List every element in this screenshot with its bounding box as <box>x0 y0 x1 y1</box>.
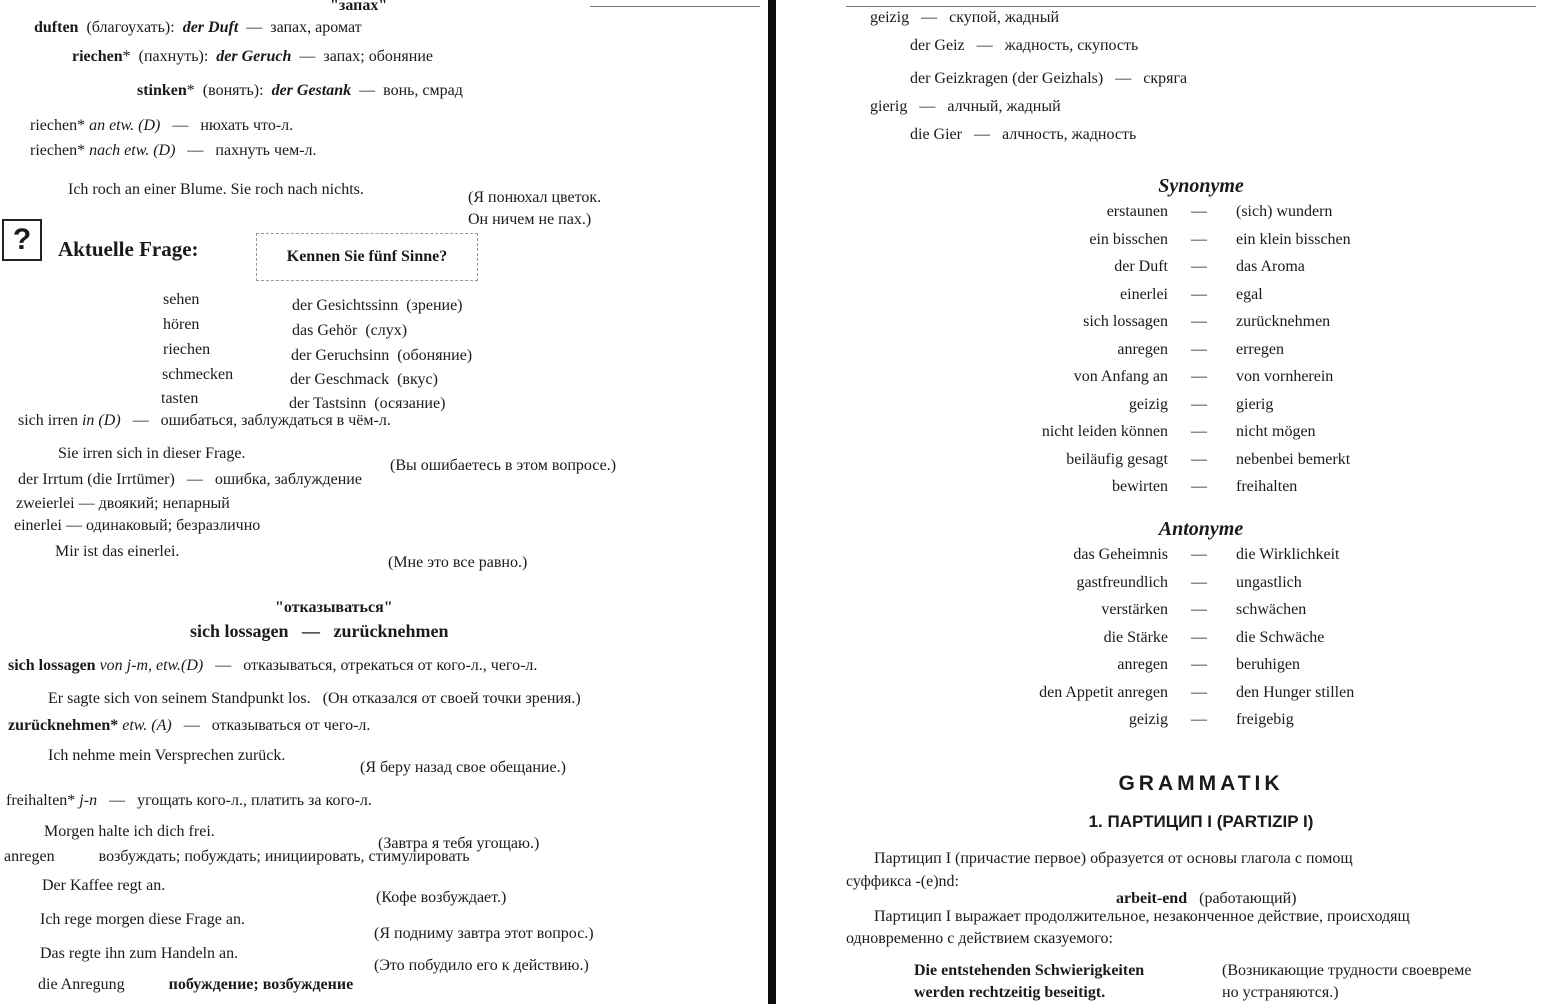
example-ru: (Это побудило его к действию.) <box>374 957 589 974</box>
entry-geizig: geizig — скупой, жадный <box>870 9 1060 26</box>
sense-noun: der Geschmack (вкус) <box>290 371 438 388</box>
sense-verb: tasten <box>161 390 199 407</box>
example-de: Mir ist das einerlei. <box>55 543 180 560</box>
entry-gierig: gierig — алчный, жадный <box>870 98 1061 115</box>
antonym-left: die Stärke <box>1103 628 1168 646</box>
example-ru: (Мне это все равно.) <box>388 554 528 571</box>
aktuelle-frage-label: Aktuelle Frage: <box>58 237 199 261</box>
antonym-dash: — <box>1191 573 1207 591</box>
example-ru: (Я подниму завтра этот вопрос.) <box>374 925 594 942</box>
entry-riechen: riechen* (пахнуть): der Geruch — запах; обоняние <box>72 48 433 65</box>
antonym-left: geizig <box>1128 711 1168 728</box>
framed-question: Kennen Sie fünf Sinne? <box>256 233 478 281</box>
entry-sich-lossagen: sich lossagen von j-m, etw.(D) — отказываться, отрекаться от кого-л., чего-л. <box>8 657 538 674</box>
antonym-left: anregen <box>1117 656 1168 673</box>
antonym-dash: — <box>1191 628 1207 646</box>
synonym-dash: — <box>1191 230 1207 248</box>
sense-verb: schmecken <box>162 366 234 383</box>
left-page <box>0 0 770 1004</box>
sense-verb: riechen <box>163 341 211 358</box>
synonym-left: beiläufig gesagt <box>1066 450 1168 468</box>
entry-riechen-nach: riechen* nach etw. (D) — пахнуть чем-л. <box>30 142 317 159</box>
synonym-left: sich lossagen <box>1083 313 1168 330</box>
sense-verb: hören <box>163 316 200 333</box>
synonym-right: egal <box>1236 285 1263 303</box>
synonym-left: einerlei <box>1120 285 1168 303</box>
antonyme-heading: Antonyme <box>1158 518 1244 540</box>
example-de: Das regte ihn zum Handeln an. <box>40 945 239 962</box>
antonym-dash: — <box>1191 683 1207 701</box>
synonym-dash: — <box>1191 340 1207 358</box>
synonym-right: das Aroma <box>1236 258 1305 275</box>
antonym-left: verstärken <box>1101 601 1168 618</box>
antonym-dash: — <box>1191 546 1207 563</box>
synonym-right: erregen <box>1236 340 1284 358</box>
antonym-dash: — <box>1191 711 1207 728</box>
entry-gier: die Gier — алчность, жадность <box>910 126 1137 143</box>
example-ru: (Кофе возбуждает.) <box>376 889 507 906</box>
formation-example: arbeit-end (работающий) <box>1116 890 1297 907</box>
entry-zweierlei: zweierlei — двоякий; непарный <box>16 495 230 512</box>
paragraph-line: суффикса -(e)nd: <box>846 873 959 890</box>
synonym-right: nicht mögen <box>1236 423 1316 440</box>
synonym-right: (sich) wundern <box>1236 203 1333 220</box>
synonym-left: ein bisschen <box>1089 230 1168 248</box>
section-heading-ru: "отказываться" <box>275 599 393 616</box>
antonym-left: das Geheimnis <box>1073 546 1168 563</box>
sense-verb: sehen <box>163 291 200 308</box>
synonym-dash: — <box>1191 285 1207 303</box>
synonym-dash: — <box>1191 478 1207 495</box>
example-de: Er sagte sich von seinem Standpunkt los. (Он отказался от своей точки зрения.) <box>48 690 581 707</box>
antonym-right: freigebig <box>1236 711 1294 728</box>
synonym-dash: — <box>1191 450 1207 468</box>
synonym-left: anregen <box>1117 340 1168 358</box>
synonym-dash: — <box>1191 395 1207 413</box>
entry-geizkragen: der Geizkragen (der Geizhals) — скряга <box>910 70 1188 87</box>
synonym-left: geizig <box>1128 395 1168 413</box>
grammar-example-ru: но устраняются.) <box>1222 984 1339 1001</box>
example-de: Ich roch an einer Blume. Sie roch nach nichts. <box>68 181 364 198</box>
synonym-dash: — <box>1191 313 1207 330</box>
example-de: Morgen halte ich dich frei. <box>44 823 215 840</box>
example-ru: (Я беру назад свое обещание.) <box>360 759 566 776</box>
top-word: "запах" <box>330 0 388 14</box>
paragraph-line: Партицип I выражает продолжительное, незаконченное действие, происходящ <box>874 908 1410 925</box>
synonym-right: ein klein bisschen <box>1236 230 1351 248</box>
synonym-dash: — <box>1191 203 1207 220</box>
synonym-right: gierig <box>1236 395 1274 413</box>
synonym-left: von Anfang an <box>1073 368 1168 385</box>
synonym-dash: — <box>1191 258 1207 275</box>
partizip-heading: 1. ПАРТИЦИП I (PARTIZIP I) <box>1088 812 1314 831</box>
antonym-right: ungastlich <box>1236 573 1302 591</box>
synonym-left: erstaunen <box>1106 203 1168 220</box>
grammar-example-de: werden rechtzeitig beseitigt. <box>914 984 1106 1001</box>
example-ru: (Я понюхал цветок. <box>468 189 602 206</box>
entry-geiz: der Geiz — жадность, скупость <box>910 37 1139 54</box>
synonym-right: freihalten <box>1236 478 1298 495</box>
synonym-left: nicht leiden können <box>1041 423 1168 440</box>
entry-anregen: anregen возбуждать; побуждать; инициировать, стимулировать <box>4 848 470 865</box>
example-de: Ich rege morgen diese Frage an. <box>40 911 245 928</box>
paragraph-line: одновременно с действием сказуемого: <box>846 930 1113 947</box>
example-de: Ich nehme mein Versprechen zurück. <box>48 747 286 764</box>
top-rule <box>590 6 760 7</box>
entry-duften: duften (благоухать): der Duft — запах, аромат <box>34 19 362 36</box>
synonym-right: von vornherein <box>1236 368 1334 385</box>
grammar-example-ru: (Возникающие трудности своевреме <box>1222 962 1472 979</box>
entry-sich-irren: sich irren in (D) — ошибаться, заблуждаться в чём-л. <box>18 412 391 429</box>
entry-freihalten: freihalten* j-n — угощать кого-л., платить за кого-л. <box>6 792 372 809</box>
entry-irrtum: der Irrtum (die Irrtümer) — ошибка, заблуждение <box>18 471 362 488</box>
antonym-right: den Hunger stillen <box>1236 683 1355 701</box>
antonym-dash: — <box>1191 656 1207 673</box>
question-mark-icon: ? <box>2 219 42 261</box>
entry-anregung: die Anregung побуждение; возбуждение <box>38 976 354 993</box>
entry-einerlei: einerlei — одинаковый; безразлично <box>14 517 261 534</box>
sense-noun: der Tastsinn (осязание) <box>289 395 446 412</box>
synonyme-heading: Synonyme <box>1158 175 1244 197</box>
entry-zurucknehmen: zurücknehmen* etw. (A) — отказываться от чего-л. <box>8 717 371 734</box>
right-page <box>776 0 1546 1004</box>
entry-stinken: stinken* (вонять): der Gestank — вонь, смрад <box>137 82 463 99</box>
sense-noun: das Gehör (слух) <box>292 322 408 339</box>
example-ru: (Завтра я тебя угощаю.) <box>378 835 540 852</box>
entry-riechen-an: riechen* an etw. (D) — нюхать что-л. <box>30 117 294 134</box>
antonym-dash: — <box>1191 601 1207 618</box>
example-de: Der Kaffee regt an. <box>42 877 166 894</box>
synonym-left: der Duft <box>1114 258 1168 275</box>
paragraph-line: Партицип I (причастие первое) образуется от основы глагола с помощ <box>874 850 1353 867</box>
synonym-dash: — <box>1191 368 1207 385</box>
example-ru: (Вы ошибаетесь в этом вопросе.) <box>390 457 617 474</box>
antonym-left: den Appetit anregen <box>1039 683 1168 701</box>
synonym-right: zurücknehmen <box>1236 313 1331 330</box>
antonym-right: die Schwäche <box>1236 628 1325 646</box>
sense-noun: der Geruchsinn (обоняние) <box>291 347 473 364</box>
section-heading-de: sich lossagen — zurücknehmen <box>190 621 449 641</box>
example-ru: Он ничем не пах.) <box>468 211 592 228</box>
synonym-right: nebenbei bemerkt <box>1236 450 1351 468</box>
antonym-right: die Wirklichkeit <box>1236 546 1340 563</box>
antonym-left: gastfreundlich <box>1076 573 1168 591</box>
synonym-left: bewirten <box>1112 478 1168 495</box>
synonym-dash: — <box>1191 423 1207 440</box>
grammatik-heading: GRAMMATIK <box>1118 772 1284 795</box>
sense-noun: der Gesichtssinn (зрение) <box>292 297 463 314</box>
top-rule <box>846 6 1536 7</box>
antonym-right: schwächen <box>1236 601 1307 618</box>
antonym-right: beruhigen <box>1236 656 1300 673</box>
grammar-example-de: Die entstehenden Schwierigkeiten <box>914 962 1145 979</box>
example-de: Sie irren sich in dieser Frage. <box>58 445 246 462</box>
